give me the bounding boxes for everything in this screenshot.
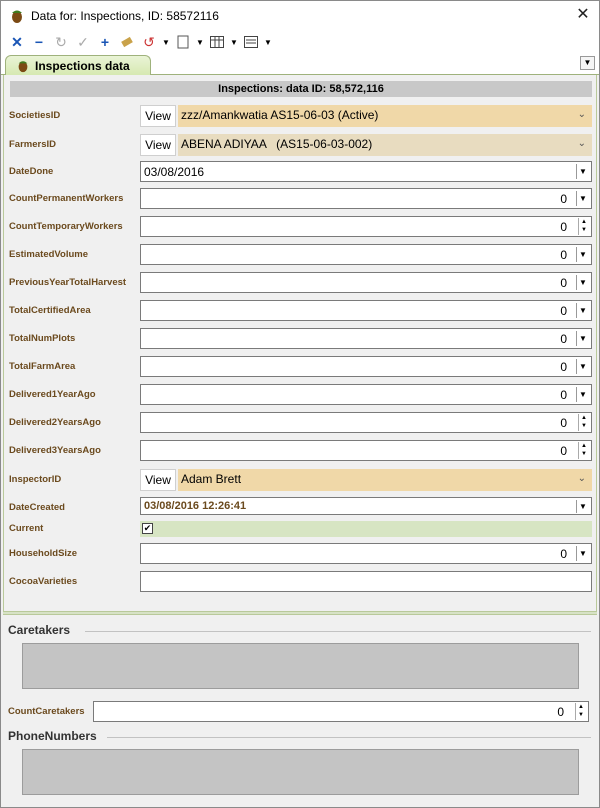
current-checkbox[interactable]: ✔ <box>143 523 152 533</box>
cocoa-varieties-field[interactable] <box>140 571 592 592</box>
societies-id-combo[interactable] <box>178 105 592 127</box>
caretakers-list[interactable] <box>22 643 579 689</box>
spin-up-icon[interactable]: ▲ <box>581 219 587 225</box>
delivered-1-year-ago-row <box>4 384 598 406</box>
dropdown-icon[interactable]: ▼ <box>576 546 589 561</box>
delivered-3-years-ago-field[interactable] <box>140 440 592 461</box>
toolbar <box>1 31 599 53</box>
previous-year-total-harvest-row <box>4 272 598 294</box>
total-num-plots-row <box>4 328 598 350</box>
document-icon[interactable] <box>173 32 193 52</box>
dropdown-icon[interactable]: ▼ <box>576 331 589 346</box>
current-row <box>4 521 598 543</box>
date-created-label: DateCreated <box>9 502 65 513</box>
date-created-field[interactable] <box>140 497 592 515</box>
household-size-value: 0 <box>560 547 567 561</box>
spin-down-icon[interactable]: ▼ <box>581 423 587 429</box>
count-temporary-workers-value: 0 <box>560 220 567 234</box>
grid-icon[interactable] <box>207 32 227 52</box>
tab-label: Inspections data <box>35 59 130 73</box>
spin-up-icon[interactable]: ▲ <box>581 443 587 449</box>
delivered-2-years-ago-value: 0 <box>560 416 567 430</box>
count-temporary-workers-label: CountTemporaryWorkers <box>9 221 123 232</box>
inspector-id-label: InspectorID <box>9 474 62 485</box>
undo-icon[interactable]: ↺ <box>143 33 155 50</box>
total-farm-area-label: TotalFarmArea <box>9 361 76 372</box>
total-num-plots-value: 0 <box>560 332 567 346</box>
count-permanent-workers-value: 0 <box>560 192 567 206</box>
current-label: Current <box>9 523 44 534</box>
caretakers-divider <box>85 631 591 632</box>
section-divider <box>3 611 597 615</box>
previous-year-total-harvest-value: 0 <box>560 276 567 290</box>
close-icon[interactable]: ✕ <box>576 6 590 23</box>
inspector-id-row <box>4 469 598 491</box>
dropdown-icon[interactable]: ▼ <box>576 275 589 290</box>
title-bar <box>1 1 599 31</box>
dropdown-icon[interactable]: ▼ <box>576 191 589 206</box>
delivered-3-years-ago-value: 0 <box>560 444 567 458</box>
add-icon[interactable]: + <box>100 34 110 50</box>
tab-strip <box>1 53 599 75</box>
total-farm-area-field[interactable] <box>140 356 592 377</box>
cocoa-varieties-row <box>4 571 598 593</box>
inspections-panel <box>3 75 597 611</box>
chevron-down-icon: ⌄ <box>577 109 586 120</box>
delivered-1-year-ago-field[interactable] <box>140 384 592 405</box>
count-temporary-workers-field[interactable] <box>140 216 592 237</box>
dropdown-icon[interactable]: ▼ <box>576 303 589 318</box>
spin-up-icon[interactable]: ▲ <box>581 415 587 421</box>
household-size-label: HouseholdSize <box>9 548 78 559</box>
chevron-down-icon: ⌄ <box>577 138 586 149</box>
estimated-volume-field[interactable] <box>140 244 592 265</box>
document-dropdown-icon[interactable]: ▼ <box>196 37 204 47</box>
date-dropdown-icon[interactable]: ▼ <box>576 500 589 513</box>
total-num-plots-label: TotalNumPlots <box>9 333 76 344</box>
eraser-icon[interactable] <box>117 32 137 52</box>
farmers-id-row <box>4 134 598 156</box>
previous-year-total-harvest-label: PreviousYearTotalHarvest <box>9 277 127 288</box>
inspector-id-combo[interactable] <box>178 469 592 491</box>
delivered-2-years-ago-field[interactable] <box>140 412 592 433</box>
total-farm-area-row <box>4 356 598 378</box>
estimated-volume-value: 0 <box>560 248 567 262</box>
dropdown-icon[interactable]: ▼ <box>576 387 589 402</box>
count-temporary-workers-row <box>4 216 598 238</box>
total-certified-area-field[interactable] <box>140 300 592 321</box>
spinner[interactable] <box>578 414 589 431</box>
delivered-1-year-ago-label: Delivered1YearAgo <box>9 389 96 400</box>
spin-down-icon[interactable]: ▼ <box>581 451 587 457</box>
estimated-volume-label: EstimatedVolume <box>9 249 89 260</box>
estimated-volume-row <box>4 244 598 266</box>
societies-id-label: SocietiesID <box>9 110 61 121</box>
total-certified-area-label: TotalCertifiedArea <box>9 305 91 316</box>
cocoa-app-icon <box>9 8 25 24</box>
spin-down-icon[interactable]: ▼ <box>581 227 587 233</box>
total-certified-area-row <box>4 300 598 322</box>
form-dropdown-icon[interactable]: ▼ <box>264 37 272 47</box>
form-icon[interactable] <box>241 32 261 52</box>
caretakers-title: Caretakers <box>8 623 71 637</box>
date-done-row <box>4 161 598 183</box>
inspector-view-button[interactable]: View <box>140 469 176 491</box>
undo-dropdown-icon[interactable]: ▼ <box>162 37 170 47</box>
phone-numbers-divider <box>107 737 591 738</box>
count-permanent-workers-label: CountPermanentWorkers <box>9 193 124 204</box>
cancel-x-icon[interactable]: ✕ <box>11 33 23 50</box>
spin-down-icon[interactable]: ▼ <box>578 712 584 718</box>
household-size-row <box>4 543 598 565</box>
panel-header: Inspections: data ID: 58,572,116 <box>10 81 592 97</box>
check-icon[interactable]: ✓ <box>77 33 89 50</box>
date-done-value: 03/08/2016 <box>144 165 205 179</box>
date-created-value: 03/08/2016 12:26:41 <box>144 500 247 512</box>
farmers-id-combo[interactable] <box>178 134 592 156</box>
delivered-3-years-ago-label: Delivered3YearsAgo <box>9 445 101 456</box>
farmers-id-label: FarmersID <box>9 139 56 150</box>
delivered-1-year-ago-value: 0 <box>560 388 567 402</box>
phone-numbers-list[interactable] <box>22 749 579 795</box>
total-certified-area-value: 0 <box>560 304 567 318</box>
date-created-row <box>4 497 598 519</box>
date-done-field[interactable] <box>140 161 592 182</box>
dropdown-icon[interactable]: ▼ <box>576 247 589 262</box>
count-permanent-workers-row <box>4 188 598 210</box>
refresh-icon[interactable]: ↻ <box>55 33 67 50</box>
household-size-field[interactable] <box>140 543 592 564</box>
previous-year-total-harvest-field[interactable] <box>140 272 592 293</box>
farmers-id-value: ABENA ADIYAA (AS15-06-03-002) <box>181 137 373 151</box>
societies-view-button[interactable]: View <box>140 105 176 127</box>
dropdown-icon[interactable]: ▼ <box>576 359 589 374</box>
date-dropdown-icon[interactable]: ▼ <box>576 164 589 179</box>
count-caretakers-field[interactable] <box>93 701 589 722</box>
delivered-2-years-ago-label: Delivered2YearsAgo <box>9 417 101 428</box>
count-caretakers-value: 0 <box>557 705 564 719</box>
spinner[interactable] <box>575 703 586 720</box>
tab-inspections-data[interactable] <box>5 55 151 76</box>
total-farm-area-value: 0 <box>560 360 567 374</box>
farmers-view-button[interactable]: View <box>140 134 176 156</box>
total-num-plots-field[interactable] <box>140 328 592 349</box>
delivered-3-years-ago-row <box>4 440 598 462</box>
societies-id-row <box>4 105 598 127</box>
delivered-2-years-ago-row <box>4 412 598 434</box>
spinner[interactable] <box>578 442 589 459</box>
window-title: Data for: Inspections, ID: 58572116 <box>31 9 219 23</box>
phone-numbers-title: PhoneNumbers <box>8 729 97 743</box>
current-checkbox-area <box>140 521 592 537</box>
count-caretakers-label: CountCaretakers <box>8 706 85 717</box>
count-permanent-workers-field[interactable] <box>140 188 592 209</box>
inspector-id-value: Adam Brett <box>181 472 242 486</box>
cocoa-varieties-label: CocoaVarieties <box>9 576 78 587</box>
spinner[interactable] <box>578 218 589 235</box>
societies-id-value: zzz/Amankwatia AS15-06-03 (Active) <box>181 108 379 122</box>
tab-menu-dropdown-icon[interactable]: ▼ <box>580 56 595 70</box>
spin-up-icon[interactable]: ▲ <box>578 704 584 710</box>
cocoa-tab-icon <box>16 59 30 73</box>
chevron-down-icon: ⌄ <box>577 473 586 484</box>
grid-dropdown-icon[interactable]: ▼ <box>230 37 238 47</box>
date-done-label: DateDone <box>9 166 54 177</box>
remove-icon[interactable]: − <box>34 34 44 50</box>
